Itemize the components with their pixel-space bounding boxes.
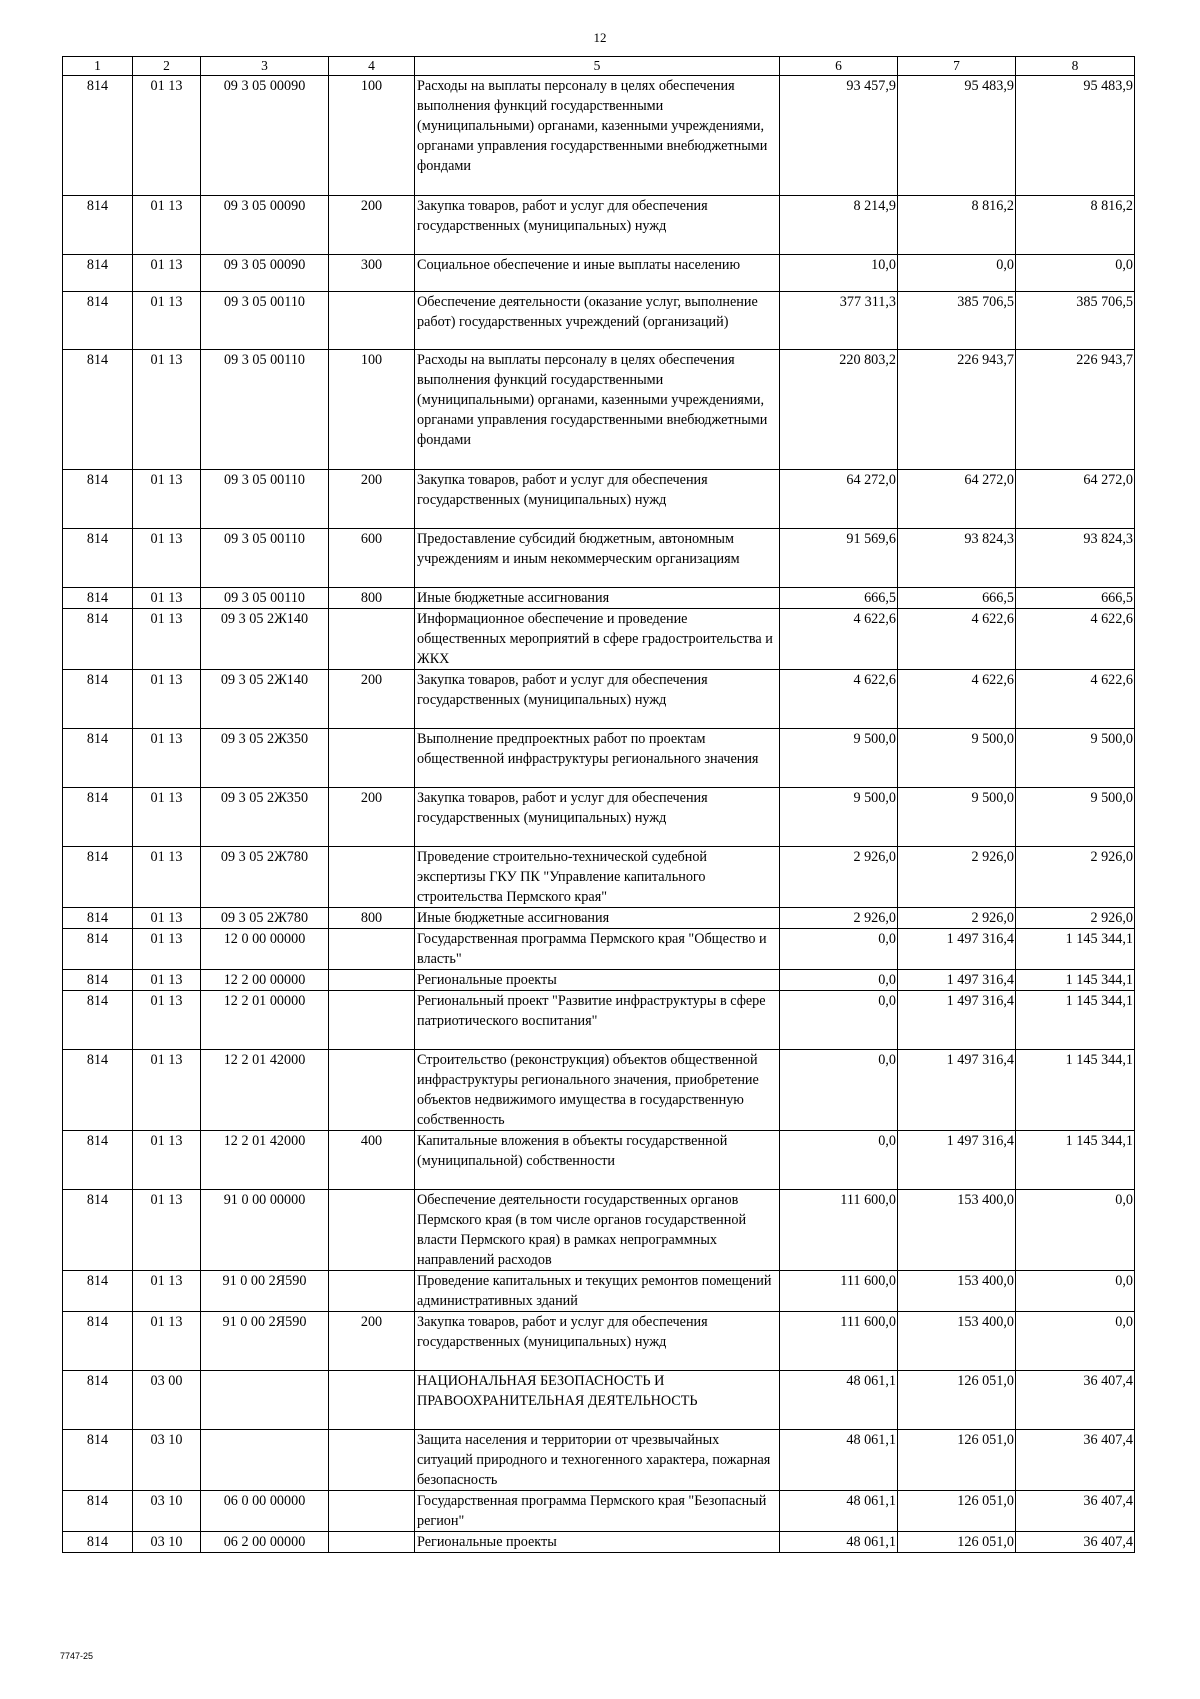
cell-description: Проведение строительно-технической судебной экспертизы ГКУ ПК "Управление капитального строительства Пермского края" <box>415 847 780 908</box>
cell-description: Защита населения и территории от чрезвычайных ситуаций природного и техногенного характера, пожарная безопасность <box>415 1430 780 1491</box>
cell-target-article: 06 2 00 00000 <box>201 1532 329 1553</box>
cell-target-article: 09 3 05 2Ж350 <box>201 788 329 847</box>
cell-expense-type: 200 <box>329 470 415 529</box>
cell-description: Иные бюджетные ассигнования <box>415 588 780 609</box>
cell-section: 01 13 <box>133 1190 201 1271</box>
table-row <box>63 729 1135 788</box>
cell-amount-col6: 91 569,6 <box>780 529 898 588</box>
cell-description: Государственная программа Пермского края "Общество и власть" <box>415 929 780 970</box>
cell-amount-col7: 9 500,0 <box>898 788 1016 847</box>
cell-section: 03 00 <box>133 1371 201 1430</box>
cell-expense-type: 800 <box>329 588 415 609</box>
cell-grbs: 814 <box>63 588 133 609</box>
cell-amount-col7: 4 622,6 <box>898 609 1016 670</box>
cell-amount-col7: 93 824,3 <box>898 529 1016 588</box>
column-header: 5 <box>415 57 780 76</box>
cell-target-article: 09 3 05 00110 <box>201 470 329 529</box>
cell-expense-type <box>329 292 415 350</box>
cell-description: Строительство (реконструкция) объектов общественной инфраструктуры регионального значения, приобретение объектов недвижимого имущества в государственную собственность <box>415 1050 780 1131</box>
table-row <box>63 1491 1135 1532</box>
cell-amount-col7: 9 500,0 <box>898 729 1016 788</box>
cell-amount-col8: 36 407,4 <box>1016 1532 1135 1553</box>
cell-target-article: 09 3 05 00110 <box>201 588 329 609</box>
table-row <box>63 1312 1135 1371</box>
cell-expense-type: 200 <box>329 788 415 847</box>
cell-target-article: 06 0 00 00000 <box>201 1491 329 1532</box>
cell-amount-col7: 1 497 316,4 <box>898 1131 1016 1190</box>
cell-amount-col6: 0,0 <box>780 970 898 991</box>
cell-amount-col8: 666,5 <box>1016 588 1135 609</box>
table-body <box>63 76 1135 1553</box>
cell-grbs: 814 <box>63 729 133 788</box>
cell-amount-col8: 36 407,4 <box>1016 1430 1135 1491</box>
cell-amount-col8: 93 824,3 <box>1016 529 1135 588</box>
cell-amount-col7: 2 926,0 <box>898 908 1016 929</box>
cell-amount-col6: 8 214,9 <box>780 196 898 255</box>
cell-description: НАЦИОНАЛЬНАЯ БЕЗОПАСНОСТЬ И ПРАВООХРАНИТЕЛЬНАЯ ДЕЯТЕЛЬНОСТЬ <box>415 1371 780 1430</box>
column-header: 3 <box>201 57 329 76</box>
cell-grbs: 814 <box>63 350 133 470</box>
cell-expense-type <box>329 1371 415 1430</box>
cell-description: Социальное обеспечение и иные выплаты населению <box>415 255 780 292</box>
cell-target-article: 12 2 01 00000 <box>201 991 329 1050</box>
cell-section: 01 13 <box>133 929 201 970</box>
cell-expense-type <box>329 991 415 1050</box>
cell-grbs: 814 <box>63 991 133 1050</box>
cell-amount-col7: 126 051,0 <box>898 1491 1016 1532</box>
cell-grbs: 814 <box>63 529 133 588</box>
cell-expense-type <box>329 729 415 788</box>
cell-expense-type: 600 <box>329 529 415 588</box>
cell-expense-type: 200 <box>329 196 415 255</box>
cell-amount-col8: 9 500,0 <box>1016 729 1135 788</box>
table-row <box>63 1430 1135 1491</box>
cell-section: 01 13 <box>133 609 201 670</box>
cell-section: 01 13 <box>133 1050 201 1131</box>
cell-amount-col7: 1 497 316,4 <box>898 929 1016 970</box>
table-row <box>63 1190 1135 1271</box>
page-number: 12 <box>593 30 607 45</box>
cell-amount-col8: 95 483,9 <box>1016 76 1135 196</box>
column-header: 6 <box>780 57 898 76</box>
cell-grbs: 814 <box>63 670 133 729</box>
table-row <box>63 1371 1135 1430</box>
cell-amount-col6: 4 622,6 <box>780 609 898 670</box>
cell-target-article <box>201 1430 329 1491</box>
cell-grbs: 814 <box>63 929 133 970</box>
cell-target-article: 12 2 00 00000 <box>201 970 329 991</box>
cell-description: Государственная программа Пермского края "Безопасный регион" <box>415 1491 780 1532</box>
cell-amount-col7: 385 706,5 <box>898 292 1016 350</box>
cell-amount-col8: 9 500,0 <box>1016 788 1135 847</box>
cell-amount-col7: 153 400,0 <box>898 1312 1016 1371</box>
cell-section: 01 13 <box>133 255 201 292</box>
cell-grbs: 814 <box>63 196 133 255</box>
cell-grbs: 814 <box>63 1131 133 1190</box>
cell-amount-col7: 126 051,0 <box>898 1430 1016 1491</box>
cell-grbs: 814 <box>63 292 133 350</box>
cell-grbs: 814 <box>63 1532 133 1553</box>
cell-expense-type: 800 <box>329 908 415 929</box>
cell-amount-col7: 1 497 316,4 <box>898 991 1016 1050</box>
cell-description: Обеспечение деятельности государственных органов Пермского края (в том числе органов государственной власти Пермского края) в рамках непрограммных направлений расходов <box>415 1190 780 1271</box>
cell-description: Региональный проект "Развитие инфраструктуры в сфере патриотического воспитания" <box>415 991 780 1050</box>
cell-section: 01 13 <box>133 729 201 788</box>
table-row <box>63 1532 1135 1553</box>
cell-grbs: 814 <box>63 609 133 670</box>
cell-amount-col6: 377 311,3 <box>780 292 898 350</box>
cell-amount-col6: 2 926,0 <box>780 847 898 908</box>
cell-expense-type <box>329 1050 415 1131</box>
cell-section: 01 13 <box>133 1271 201 1312</box>
cell-amount-col6: 4 622,6 <box>780 670 898 729</box>
cell-grbs: 814 <box>63 76 133 196</box>
cell-grbs: 814 <box>63 470 133 529</box>
cell-grbs: 814 <box>63 847 133 908</box>
cell-amount-col6: 9 500,0 <box>780 788 898 847</box>
table-row <box>63 991 1135 1050</box>
cell-section: 01 13 <box>133 470 201 529</box>
cell-amount-col8: 0,0 <box>1016 1271 1135 1312</box>
cell-amount-col7: 4 622,6 <box>898 670 1016 729</box>
table-row <box>63 588 1135 609</box>
cell-grbs: 814 <box>63 908 133 929</box>
cell-amount-col6: 666,5 <box>780 588 898 609</box>
cell-target-article: 91 0 00 2Я590 <box>201 1271 329 1312</box>
cell-amount-col8: 1 145 344,1 <box>1016 1050 1135 1131</box>
table-row <box>63 470 1135 529</box>
cell-section: 01 13 <box>133 529 201 588</box>
cell-target-article: 09 3 05 00090 <box>201 76 329 196</box>
table-row <box>63 255 1135 292</box>
cell-description: Предоставление субсидий бюджетным, автономным учреждениям и иным некоммерческим организациям <box>415 529 780 588</box>
cell-amount-col6: 0,0 <box>780 991 898 1050</box>
cell-grbs: 814 <box>63 1271 133 1312</box>
table-row <box>63 529 1135 588</box>
cell-amount-col6: 93 457,9 <box>780 76 898 196</box>
cell-expense-type <box>329 929 415 970</box>
cell-expense-type: 200 <box>329 1312 415 1371</box>
cell-amount-col7: 95 483,9 <box>898 76 1016 196</box>
cell-grbs: 814 <box>63 788 133 847</box>
cell-amount-col8: 1 145 344,1 <box>1016 929 1135 970</box>
cell-description: Обеспечение деятельности (оказание услуг, выполнение работ) государственных учреждений (организаций) <box>415 292 780 350</box>
cell-expense-type <box>329 1430 415 1491</box>
cell-amount-col6: 0,0 <box>780 929 898 970</box>
cell-amount-col6: 48 061,1 <box>780 1371 898 1430</box>
cell-section: 01 13 <box>133 970 201 991</box>
cell-description: Закупка товаров, работ и услуг для обеспечения государственных (муниципальных) нужд <box>415 1312 780 1371</box>
table-row <box>63 970 1135 991</box>
cell-expense-type <box>329 609 415 670</box>
column-header: 8 <box>1016 57 1135 76</box>
cell-amount-col7: 1 497 316,4 <box>898 1050 1016 1131</box>
cell-amount-col8: 36 407,4 <box>1016 1371 1135 1430</box>
cell-expense-type <box>329 1271 415 1312</box>
cell-amount-col7: 126 051,0 <box>898 1371 1016 1430</box>
cell-expense-type: 400 <box>329 1131 415 1190</box>
cell-section: 01 13 <box>133 908 201 929</box>
cell-target-article: 12 2 01 42000 <box>201 1050 329 1131</box>
cell-section: 01 13 <box>133 991 201 1050</box>
cell-target-article: 12 2 01 42000 <box>201 1131 329 1190</box>
cell-description: Региональные проекты <box>415 1532 780 1553</box>
cell-amount-col6: 111 600,0 <box>780 1271 898 1312</box>
table-row <box>63 908 1135 929</box>
cell-amount-col8: 385 706,5 <box>1016 292 1135 350</box>
cell-description: Закупка товаров, работ и услуг для обеспечения государственных (муниципальных) нужд <box>415 670 780 729</box>
cell-section: 01 13 <box>133 847 201 908</box>
cell-section: 01 13 <box>133 76 201 196</box>
cell-target-article: 09 3 05 2Ж350 <box>201 729 329 788</box>
cell-amount-col6: 48 061,1 <box>780 1532 898 1553</box>
cell-amount-col7: 153 400,0 <box>898 1271 1016 1312</box>
cell-target-article: 09 3 05 00110 <box>201 350 329 470</box>
cell-description: Закупка товаров, работ и услуг для обеспечения государственных (муниципальных) нужд <box>415 196 780 255</box>
cell-grbs: 814 <box>63 1430 133 1491</box>
cell-amount-col6: 2 926,0 <box>780 908 898 929</box>
cell-amount-col7: 126 051,0 <box>898 1532 1016 1553</box>
table-row <box>63 1050 1135 1131</box>
cell-section: 01 13 <box>133 788 201 847</box>
column-header: 7 <box>898 57 1016 76</box>
cell-expense-type <box>329 1532 415 1553</box>
cell-section: 03 10 <box>133 1491 201 1532</box>
cell-amount-col8: 0,0 <box>1016 1190 1135 1271</box>
cell-grbs: 814 <box>63 1371 133 1430</box>
footer-code: 7747-25 <box>60 1651 94 1661</box>
cell-description: Расходы на выплаты персоналу в целях обеспечения выполнения функций государственными (муниципальными) органами, казенными учреждениями, органами управления государственными внебюджетными фондами <box>415 76 780 196</box>
cell-amount-col8: 4 622,6 <box>1016 609 1135 670</box>
cell-amount-col8: 1 145 344,1 <box>1016 991 1135 1050</box>
cell-amount-col6: 220 803,2 <box>780 350 898 470</box>
table-row <box>63 670 1135 729</box>
cell-amount-col6: 111 600,0 <box>780 1312 898 1371</box>
cell-description: Проведение капитальных и текущих ремонтов помещений административных зданий <box>415 1271 780 1312</box>
cell-target-article: 09 3 05 00110 <box>201 292 329 350</box>
cell-description: Иные бюджетные ассигнования <box>415 908 780 929</box>
cell-amount-col7: 1 497 316,4 <box>898 970 1016 991</box>
cell-expense-type: 100 <box>329 76 415 196</box>
cell-amount-col7: 666,5 <box>898 588 1016 609</box>
cell-amount-col6: 48 061,1 <box>780 1430 898 1491</box>
cell-description: Закупка товаров, работ и услуг для обеспечения государственных (муниципальных) нужд <box>415 470 780 529</box>
table-row <box>63 788 1135 847</box>
cell-grbs: 814 <box>63 1050 133 1131</box>
cell-grbs: 814 <box>63 1312 133 1371</box>
cell-section: 01 13 <box>133 350 201 470</box>
cell-amount-col8: 1 145 344,1 <box>1016 1131 1135 1190</box>
table-row <box>63 609 1135 670</box>
column-header: 1 <box>63 57 133 76</box>
column-header: 2 <box>133 57 201 76</box>
cell-target-article: 91 0 00 00000 <box>201 1190 329 1271</box>
cell-amount-col8: 1 145 344,1 <box>1016 970 1135 991</box>
cell-amount-col8: 226 943,7 <box>1016 350 1135 470</box>
cell-target-article: 09 3 05 00090 <box>201 255 329 292</box>
column-number-row <box>63 57 1135 76</box>
cell-amount-col7: 153 400,0 <box>898 1190 1016 1271</box>
table-row <box>63 350 1135 470</box>
column-header: 4 <box>329 57 415 76</box>
cell-expense-type: 300 <box>329 255 415 292</box>
cell-amount-col8: 4 622,6 <box>1016 670 1135 729</box>
table-row <box>63 1131 1135 1190</box>
cell-expense-type: 200 <box>329 670 415 729</box>
cell-grbs: 814 <box>63 970 133 991</box>
cell-amount-col7: 8 816,2 <box>898 196 1016 255</box>
cell-amount-col6: 10,0 <box>780 255 898 292</box>
cell-section: 03 10 <box>133 1430 201 1491</box>
cell-target-article: 09 3 05 00110 <box>201 529 329 588</box>
cell-target-article: 09 3 05 00090 <box>201 196 329 255</box>
cell-description: Региональные проекты <box>415 970 780 991</box>
cell-target-article: 09 3 05 2Ж780 <box>201 847 329 908</box>
table-row <box>63 292 1135 350</box>
cell-description: Закупка товаров, работ и услуг для обеспечения государственных (муниципальных) нужд <box>415 788 780 847</box>
cell-amount-col8: 8 816,2 <box>1016 196 1135 255</box>
cell-target-article: 12 0 00 00000 <box>201 929 329 970</box>
cell-grbs: 814 <box>63 1190 133 1271</box>
budget-table <box>62 56 1135 1553</box>
cell-section: 01 13 <box>133 196 201 255</box>
cell-grbs: 814 <box>63 1491 133 1532</box>
cell-section: 01 13 <box>133 1312 201 1371</box>
cell-description: Капитальные вложения в объекты государственной (муниципальной) собственности <box>415 1131 780 1190</box>
cell-target-article: 09 3 05 2Ж140 <box>201 670 329 729</box>
cell-target-article: 09 3 05 2Ж140 <box>201 609 329 670</box>
cell-section: 01 13 <box>133 1131 201 1190</box>
cell-amount-col6: 9 500,0 <box>780 729 898 788</box>
cell-amount-col8: 36 407,4 <box>1016 1491 1135 1532</box>
cell-expense-type: 100 <box>329 350 415 470</box>
cell-expense-type <box>329 1491 415 1532</box>
table-row <box>63 847 1135 908</box>
cell-amount-col7: 2 926,0 <box>898 847 1016 908</box>
cell-target-article: 09 3 05 2Ж780 <box>201 908 329 929</box>
cell-amount-col7: 0,0 <box>898 255 1016 292</box>
cell-expense-type <box>329 847 415 908</box>
cell-description: Расходы на выплаты персоналу в целях обеспечения выполнения функций государственными (муниципальными) органами, казенными учреждениями, органами управления государственными внебюджетными фондами <box>415 350 780 470</box>
cell-amount-col6: 64 272,0 <box>780 470 898 529</box>
cell-grbs: 814 <box>63 255 133 292</box>
table-row <box>63 76 1135 196</box>
table-row <box>63 1271 1135 1312</box>
cell-section: 01 13 <box>133 670 201 729</box>
cell-amount-col7: 64 272,0 <box>898 470 1016 529</box>
cell-section: 03 10 <box>133 1532 201 1553</box>
cell-expense-type <box>329 1190 415 1271</box>
cell-section: 01 13 <box>133 292 201 350</box>
cell-amount-col8: 2 926,0 <box>1016 908 1135 929</box>
cell-amount-col6: 0,0 <box>780 1050 898 1131</box>
cell-amount-col8: 64 272,0 <box>1016 470 1135 529</box>
cell-expense-type <box>329 970 415 991</box>
cell-amount-col6: 111 600,0 <box>780 1190 898 1271</box>
cell-description: Выполнение предпроектных работ по проектам общественной инфраструктуры регионального значения <box>415 729 780 788</box>
cell-amount-col8: 0,0 <box>1016 255 1135 292</box>
cell-amount-col7: 226 943,7 <box>898 350 1016 470</box>
cell-amount-col6: 0,0 <box>780 1131 898 1190</box>
cell-amount-col6: 48 061,1 <box>780 1491 898 1532</box>
cell-amount-col8: 0,0 <box>1016 1312 1135 1371</box>
table-row <box>63 196 1135 255</box>
cell-amount-col8: 2 926,0 <box>1016 847 1135 908</box>
table-row <box>63 929 1135 970</box>
cell-target-article <box>201 1371 329 1430</box>
cell-target-article: 91 0 00 2Я590 <box>201 1312 329 1371</box>
cell-description: Информационное обеспечение и проведение общественных мероприятий в сфере градостроительства и ЖКХ <box>415 609 780 670</box>
cell-section: 01 13 <box>133 588 201 609</box>
